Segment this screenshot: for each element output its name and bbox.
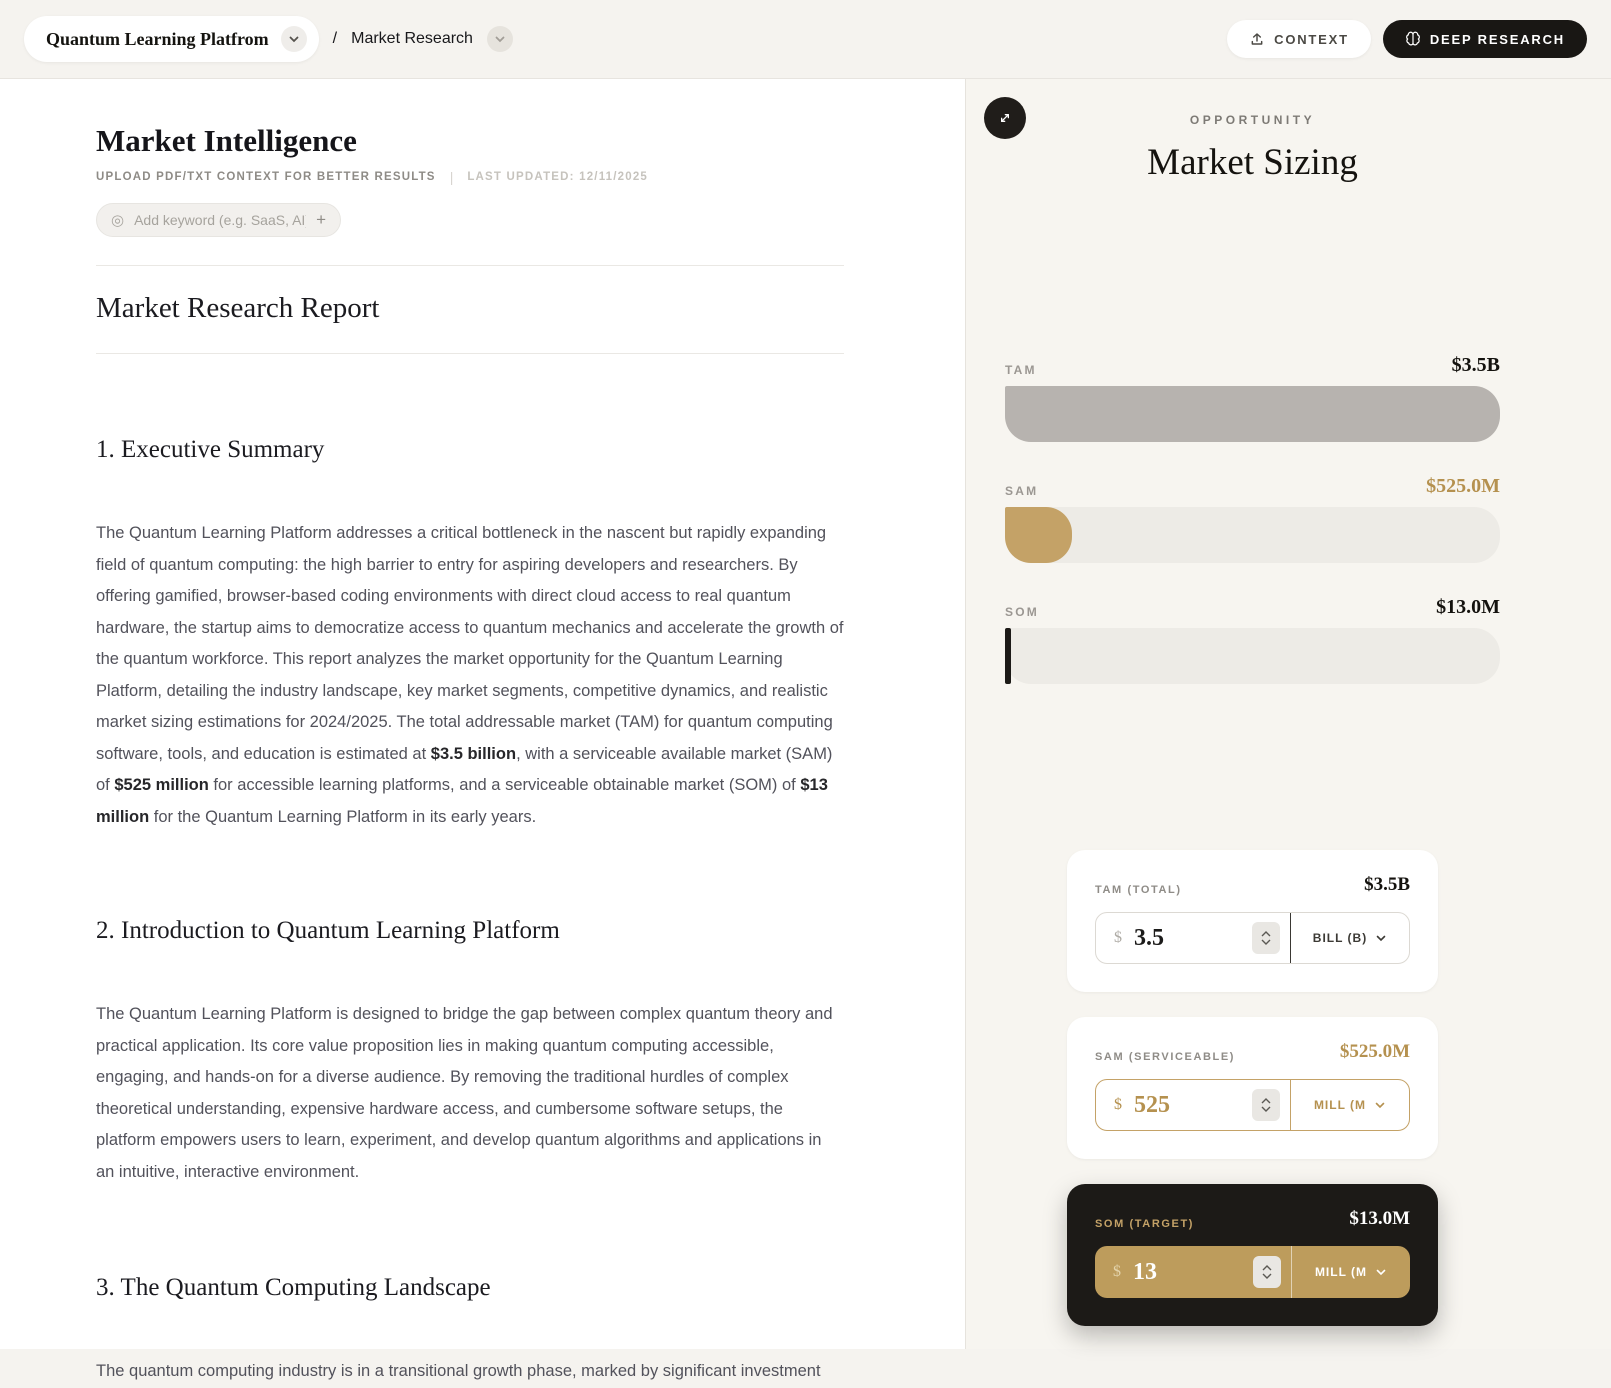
sam-unit-dropdown[interactable]: MILL (M: [1291, 1080, 1409, 1130]
target-icon: ◎: [111, 211, 125, 229]
top-bar-actions: [1227, 20, 1587, 58]
chevron-down-icon[interactable]: [487, 26, 513, 52]
sam-bar-track: [1005, 507, 1500, 563]
sam-input-row: [1095, 1079, 1410, 1131]
upload-hint: UPLOAD PDF/TXT CONTEXT FOR BETTER RESULTS: [96, 171, 436, 183]
keyword-input-pill[interactable]: [96, 203, 341, 237]
tam-bar-track: [1005, 386, 1500, 442]
currency-symbol: $: [1113, 1263, 1121, 1280]
som-card-value: $13.0M: [1349, 1208, 1410, 1229]
som-card-label: SOM (TARGET): [1095, 1218, 1195, 1230]
tam-card: [1067, 850, 1438, 992]
tam-input-row: [1095, 912, 1410, 964]
section-paragraph: The Quantum Learning Platform is designed to bridge the gap between complex quantum theory and practical application. Its core value proposition lies in making quantum computing accessible, engaging, and hands-on for a diverse audience. By removing the traditional hurdles of complex theoretical understanding, expensive hardware access, and cumbersome software setups, the platform empowers users to learn, experiment, and develop quantum algorithms and applications in an intuitive, interactive environment.: [96, 1005, 833, 1181]
last-updated: LAST UPDATED: 12/11/2025: [467, 171, 649, 183]
tam-stepper[interactable]: [1252, 922, 1280, 954]
sam-bar-label: SAM: [1005, 484, 1039, 498]
context-button[interactable]: CONTEXT: [1227, 20, 1371, 58]
sam-bar-fill: [1005, 507, 1072, 563]
keyword-input[interactable]: [134, 212, 306, 228]
document-pane: [0, 79, 965, 1380]
currency-symbol: $: [1114, 929, 1122, 946]
report-title: Market Research Report: [96, 292, 380, 324]
breadcrumb-separator: /: [332, 30, 338, 47]
expand-icon: [997, 110, 1013, 126]
breadcrumb-item-market-research[interactable]: Market Research: [351, 30, 473, 47]
tam-bar-fill: [1005, 386, 1500, 442]
sam-stepper[interactable]: [1252, 1089, 1280, 1121]
meta-divider: |: [449, 169, 454, 185]
section-paragraph: The quantum computing industry is in a transitional growth phase, marked by significant investment: [96, 1362, 821, 1380]
tam-bar-value: $3.5B: [1451, 354, 1500, 376]
som-card: [1067, 1184, 1438, 1326]
page-title: Market Intelligence: [96, 123, 357, 158]
tam-card-value: $3.5B: [1364, 874, 1410, 895]
sam-card-value: $525.0M: [1339, 1041, 1410, 1062]
chevron-down-icon: [1375, 1266, 1387, 1278]
som-bar-track: [1005, 628, 1500, 684]
divider: [96, 353, 844, 354]
sam-amount-input[interactable]: [1134, 1092, 1240, 1119]
tam-unit-dropdown[interactable]: BILL (B): [1291, 913, 1409, 963]
panel-title: Market Sizing: [1147, 142, 1358, 183]
som-bar-value: $13.0M: [1436, 596, 1500, 618]
sam-card: [1067, 1017, 1438, 1159]
section-heading-introduction: 2. Introduction to Quantum Learning Platform: [96, 917, 560, 944]
upload-icon: [1249, 31, 1265, 47]
tam-bar-label: TAM: [1005, 363, 1037, 377]
market-sizing-inputs: [1005, 850, 1500, 1326]
chevron-down-icon[interactable]: [281, 26, 307, 52]
sam-card-label: SAM (SERVICEABLE): [1095, 1051, 1236, 1063]
tam-bar-group: [1005, 354, 1500, 442]
add-keyword-button[interactable]: +: [316, 210, 326, 229]
currency-symbol: $: [1114, 1096, 1122, 1113]
chevron-down-icon: [1261, 1106, 1271, 1112]
som-bar-fill: [1005, 628, 1011, 684]
breadcrumb: [24, 16, 513, 62]
som-bar-group: [1005, 596, 1500, 684]
sam-bar-value: $525.0M: [1426, 475, 1500, 497]
chevron-up-icon: [1261, 931, 1271, 937]
chevron-down-icon: [1262, 1273, 1272, 1279]
section-heading-executive-summary: 1. Executive Summary: [96, 436, 325, 463]
chevron-up-icon: [1262, 1265, 1272, 1271]
som-stepper[interactable]: [1253, 1256, 1281, 1288]
sam-bar-group: [1005, 475, 1500, 563]
chevron-down-icon: [1374, 1099, 1386, 1111]
som-amount-input[interactable]: [1133, 1259, 1241, 1286]
section-heading-landscape: 3. The Quantum Computing Landscape: [96, 1274, 491, 1301]
project-name: Quantum Learning Platfrom: [46, 28, 269, 49]
section-paragraph: The Quantum Learning Platform addresses a critical bottleneck in the nascent but rapidly expanding field of quantum computing: the high barrier to entry for aspiring developers and researchers. By offering gamified, browser-based coding environments with direct cloud access to real quantum hardware, the startup aims to democratize access to quantum mechanics and accelerate the growth of the quantum workforce. This report analyzes the market opportunity for the Quantum Learning Platform, detailing the industry landscape, key market segments, competitive dynamics, and realistic market sizing estimations for 2024/2025. The total addressable market (TAM) for quantum computing software, tools, and education is estimated at $3.5 billion, with a serviceable available market (SAM) of $525 million for accessible learning platforms, and a serviceable obtainable market (SOM) of $13 million for the Quantum Learning Platform in its early years.: [96, 524, 844, 826]
som-unit-dropdown[interactable]: MILL (M: [1292, 1246, 1410, 1298]
som-input-row: [1095, 1246, 1410, 1298]
panel-kicker: OPPORTUNITY: [1189, 113, 1316, 127]
market-sizing-chart: [1005, 354, 1500, 684]
deep-research-button[interactable]: DEEP RESEARCH: [1383, 20, 1587, 58]
top-bar: [0, 0, 1611, 79]
tam-amount-input[interactable]: [1134, 925, 1240, 952]
chevron-down-icon: [1261, 939, 1271, 945]
document-meta: [96, 169, 844, 185]
project-selector[interactable]: [24, 16, 319, 62]
expand-button[interactable]: [984, 97, 1026, 139]
market-sizing-panel: [965, 79, 1611, 1349]
brain-icon: [1405, 31, 1421, 47]
chevron-up-icon: [1261, 1098, 1271, 1104]
tam-card-label: TAM (TOTAL): [1095, 884, 1182, 896]
som-bar-label: SOM: [1005, 605, 1039, 619]
chevron-down-icon: [1375, 932, 1387, 944]
